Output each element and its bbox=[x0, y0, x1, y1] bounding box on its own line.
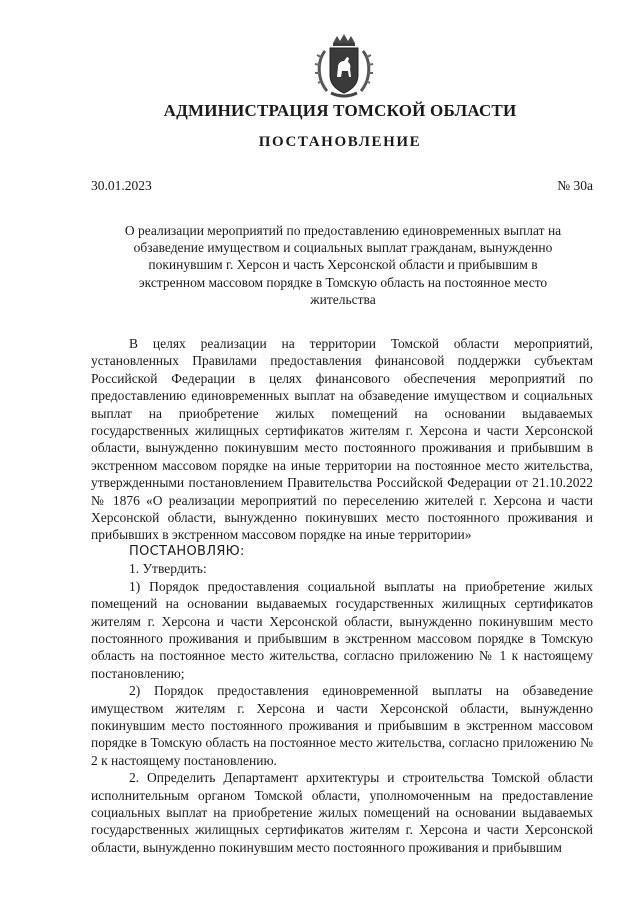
coat-of-arms-icon bbox=[313, 33, 375, 101]
document-subject: О реализации мероприятий по предоставлению единовременных выплат на обзаведение имуществом и социальных выплат гражданам, вынужденно покинувшим г. Херсон и часть Херсонской области и прибывшим в экстренном массовом порядке в Томскую область на постоянное место жительства bbox=[124, 223, 562, 307]
document-type: ПОСТАНОВЛЕНИЕ bbox=[258, 134, 422, 150]
decree-word: ПОСТАНОВЛЯЮ: bbox=[129, 543, 245, 559]
item-2: 2. Определить Департамент архитектуры и строительства Томской области исполнительным органом Томской области, уполномоченным на предоставление социальных выплат на приобретение жилых помещений на основании выдаваемых государственных жилищных сертификатов жителям г. Херсона и части Херсонской области, вынужденно покинувшим место постоянного проживания и прибывшим bbox=[91, 770, 593, 855]
document-number: № 30а bbox=[557, 178, 593, 193]
organization-title: АДМИНИСТРАЦИЯ ТОМСКОЙ ОБЛАСТИ bbox=[163, 101, 517, 120]
item-1-2: 2) Порядок предоставления единовременной выплаты на обзаведение имуществом жителям г. Херсона и части Херсонской области, вынужденно покинувшим место постоянного проживания и прибывшим в экстренном массовом порядке в Томскую область на постоянное место жительства, согласно приложению № 2 к настоящему постановлению. bbox=[91, 683, 593, 768]
item-1-1: 1) Порядок предоставления социальной выплаты на приобретение жилых помещений на основании выдаваемых государственных жилищных сертификатов жителям г. Херсона и части Херсонской области, вынужденно покинувшим место постоянного проживания и прибывшим в экстренном массовом порядке в Томскую область на постоянное место жительства, согласно приложению № 1 к настоящему постановлению; bbox=[91, 578, 593, 681]
item-1: 1. Утвердить: bbox=[129, 561, 207, 577]
document-date: 30.01.2023 bbox=[91, 178, 152, 193]
preamble-paragraph: В целях реализации на территории Томской области мероприятий, установленных Правилами предоставления финансовой поддержки субъектам Российской Федерации в целях финансового обеспечения мероприятий по предоставлению единовременных выплат на обзаведение имуществом и социальных выплат на приобретение жилых помещений на основании выдаваемых государственных жилищных сертификатов жителям г. Херсона и части Херсонской области, вынужденно покинувшим место постоянного проживания и прибывшим в экстренном массовом порядке на иные территории на постоянное место жительства, утвержденными постановлением Правительства Российской Федерации от 21.10.2022 № 1876 «О реализации мероприятий по переселению жителей г. Херсона и части Херсонской области, вынужденно покинувших место постоянного проживания и прибывших в экстренном массовом порядке на иные территории» bbox=[91, 336, 593, 543]
document-body bbox=[91, 335, 593, 856]
